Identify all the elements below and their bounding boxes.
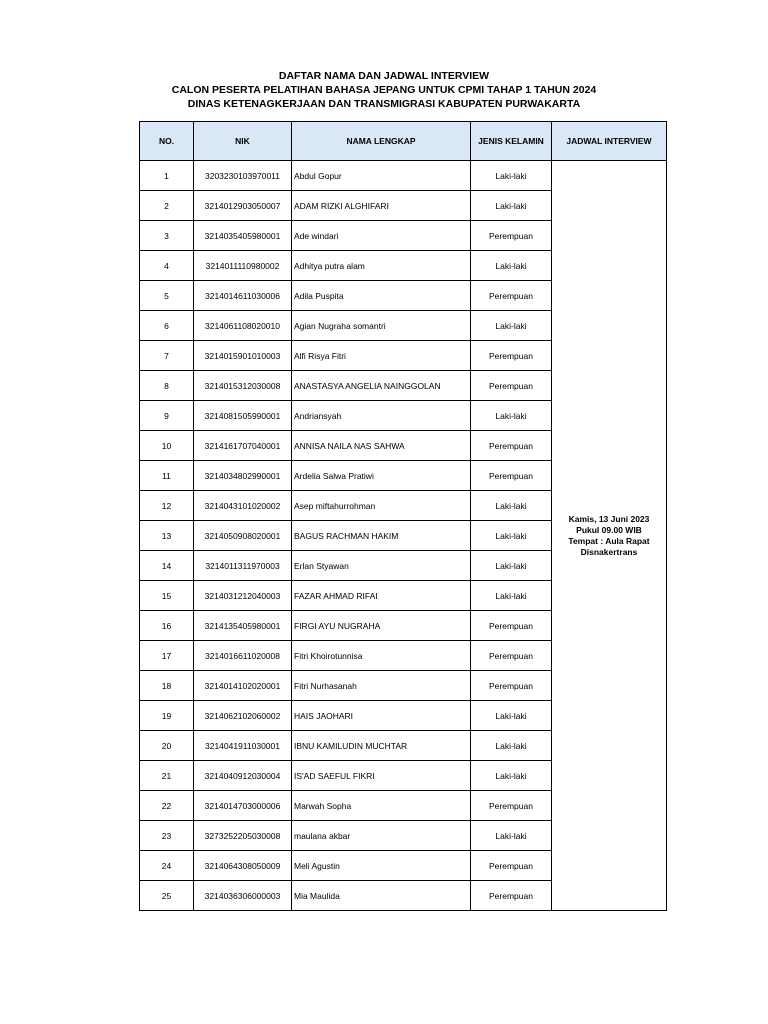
document-heading	[0, 69, 768, 111]
cell-no: 15	[140, 581, 194, 611]
title-line-3: DINAS KETENAGKERJAAN DAN TRANSMIGRASI KABUPATEN PURWAKARTA	[187, 98, 581, 110]
cell-no: 7	[140, 341, 194, 371]
title-line-1: DAFTAR NAMA DAN JADWAL INTERVIEW	[278, 70, 490, 82]
cell-no: 14	[140, 551, 194, 581]
cell-nik: 3214034802990001	[194, 461, 292, 491]
cell-nama: Agian Nugraha somantri	[292, 311, 471, 341]
cell-nama: FAZAR AHMAD RIFAI	[292, 581, 471, 611]
column-header-no: NO.	[140, 122, 194, 161]
cell-jenis-kelamin: Laki-laki	[471, 521, 552, 551]
table-row	[140, 161, 667, 191]
cell-jenis-kelamin: Perempuan	[471, 611, 552, 641]
cell-jenis-kelamin: Laki-laki	[471, 401, 552, 431]
cell-nama: Ardelia Salwa Pratiwi	[292, 461, 471, 491]
cell-nik: 3214062102060002	[194, 701, 292, 731]
cell-nik: 3214031212040003	[194, 581, 292, 611]
cell-nama: ADAM RIZKI ALGHIFARI	[292, 191, 471, 221]
cell-jenis-kelamin: Laki-laki	[471, 311, 552, 341]
cell-jenis-kelamin: Perempuan	[471, 791, 552, 821]
cell-nama: maulana akbar	[292, 821, 471, 851]
cell-no: 21	[140, 761, 194, 791]
cell-nik: 3214081505990001	[194, 401, 292, 431]
column-header-nama: NAMA LENGKAP	[292, 122, 471, 161]
cell-jenis-kelamin: Laki-laki	[471, 821, 552, 851]
cell-nama: Abdul Gopur	[292, 161, 471, 191]
schedule-line-4: Disnakertrans	[580, 546, 638, 557]
table-header-row	[140, 122, 667, 161]
cell-no: 4	[140, 251, 194, 281]
cell-nama: HAIS JAOHARI	[292, 701, 471, 731]
cell-jenis-kelamin: Perempuan	[471, 221, 552, 251]
cell-no: 11	[140, 461, 194, 491]
cell-nik: 3214161707040001	[194, 431, 292, 461]
cell-no: 20	[140, 731, 194, 761]
cell-nik: 3214036306000003	[194, 881, 292, 911]
cell-no: 10	[140, 431, 194, 461]
cell-jenis-kelamin: Perempuan	[471, 671, 552, 701]
cell-nik: 3214012903050007	[194, 191, 292, 221]
cell-no: 13	[140, 521, 194, 551]
cell-nik: 3214035405980001	[194, 221, 292, 251]
cell-no: 16	[140, 611, 194, 641]
cell-jenis-kelamin: Laki-laki	[471, 701, 552, 731]
cell-no: 6	[140, 311, 194, 341]
cell-nama: Fitri Nurhasanah	[292, 671, 471, 701]
cell-nik: 3214015312030008	[194, 371, 292, 401]
cell-nik: 3214061108020010	[194, 311, 292, 341]
cell-nama: BAGUS RACHMAN HAKIM	[292, 521, 471, 551]
cell-nik: 3214011311970003	[194, 551, 292, 581]
cell-nama: Ade windari	[292, 221, 471, 251]
column-header-jadwal: JADWAL INTERVIEW	[552, 122, 667, 161]
cell-nama: IBNU KAMILUDIN MUCHTAR	[292, 731, 471, 761]
cell-jenis-kelamin: Perempuan	[471, 851, 552, 881]
cell-nik: 3273252205030008	[194, 821, 292, 851]
cell-nik: 3214043101020002	[194, 491, 292, 521]
cell-nik: 3203230103970011	[194, 161, 292, 191]
cell-jenis-kelamin: Laki-laki	[471, 191, 552, 221]
cell-no: 12	[140, 491, 194, 521]
cell-jenis-kelamin: Perempuan	[471, 341, 552, 371]
cell-nama: Mia Maulida	[292, 881, 471, 911]
cell-nama: FIRGI AYU NUGRAHA	[292, 611, 471, 641]
cell-nama: Meli Agustin	[292, 851, 471, 881]
cell-nik: 3214040912030004	[194, 761, 292, 791]
schedule-line-3: Tempat : Aula Rapat	[568, 535, 650, 546]
cell-jenis-kelamin: Laki-laki	[471, 731, 552, 761]
cell-nama: Andriansyah	[292, 401, 471, 431]
cell-no: 24	[140, 851, 194, 881]
cell-jenis-kelamin: Perempuan	[471, 881, 552, 911]
cell-nik: 3214064308050009	[194, 851, 292, 881]
cell-jenis-kelamin: Laki-laki	[471, 551, 552, 581]
table-body	[140, 161, 667, 911]
cell-nik: 3214015901010003	[194, 341, 292, 371]
title-line-2: CALON PESERTA PELATIHAN BAHASA JEPANG UNTUK CPMI TAHAP 1 TAHUN 2024	[171, 84, 597, 96]
cell-nama: Asep miftahurrohman	[292, 491, 471, 521]
cell-no: 18	[140, 671, 194, 701]
schedule-line-1: Kamis, 13 Juni 2023	[568, 513, 650, 524]
cell-nik: 3214135405980001	[194, 611, 292, 641]
cell-no: 3	[140, 221, 194, 251]
cell-nama: Alfi Risya Fitri	[292, 341, 471, 371]
cell-jenis-kelamin: Laki-laki	[471, 581, 552, 611]
cell-jenis-kelamin: Laki-laki	[471, 161, 552, 191]
interview-table	[139, 121, 667, 911]
cell-nama: ANASTASYA ANGELIA NAINGGOLAN	[292, 371, 471, 401]
cell-nama: Adhitya putra alam	[292, 251, 471, 281]
cell-nik: 3214014102020001	[194, 671, 292, 701]
cell-nik: 3214016611020008	[194, 641, 292, 671]
cell-jenis-kelamin: Laki-laki	[471, 491, 552, 521]
cell-jenis-kelamin: Perempuan	[471, 371, 552, 401]
cell-no: 17	[140, 641, 194, 671]
cell-no: 2	[140, 191, 194, 221]
cell-jenis-kelamin: Perempuan	[471, 641, 552, 671]
cell-nama: Marwah Sopha	[292, 791, 471, 821]
cell-nik: 3214011110980002	[194, 251, 292, 281]
interview-schedule-cell	[552, 161, 667, 911]
schedule-line-2: Pukul 09.00 WIB	[576, 524, 642, 535]
cell-no: 1	[140, 161, 194, 191]
cell-jenis-kelamin: Perempuan	[471, 461, 552, 491]
column-header-jenis-kelamin: JENIS KELAMIN	[471, 122, 552, 161]
cell-jenis-kelamin: Laki-laki	[471, 761, 552, 791]
cell-nama: ANNISA NAILA NAS SAHWA	[292, 431, 471, 461]
column-header-nik: NIK	[194, 122, 292, 161]
cell-jenis-kelamin: Perempuan	[471, 281, 552, 311]
cell-no: 22	[140, 791, 194, 821]
cell-nik: 3214014611030006	[194, 281, 292, 311]
cell-no: 19	[140, 701, 194, 731]
cell-nik: 3214050908020001	[194, 521, 292, 551]
cell-nik: 3214014703000006	[194, 791, 292, 821]
cell-nama: Fitri Khoirotunnisa	[292, 641, 471, 671]
cell-no: 25	[140, 881, 194, 911]
cell-nik: 3214041911030001	[194, 731, 292, 761]
cell-no: 8	[140, 371, 194, 401]
cell-no: 5	[140, 281, 194, 311]
cell-no: 23	[140, 821, 194, 851]
cell-nama: Adila Puspita	[292, 281, 471, 311]
cell-nama: Erlan Styawan	[292, 551, 471, 581]
cell-jenis-kelamin: Perempuan	[471, 431, 552, 461]
cell-no: 9	[140, 401, 194, 431]
cell-jenis-kelamin: Laki-laki	[471, 251, 552, 281]
cell-nama: IS'AD SAEFUL FIKRI	[292, 761, 471, 791]
